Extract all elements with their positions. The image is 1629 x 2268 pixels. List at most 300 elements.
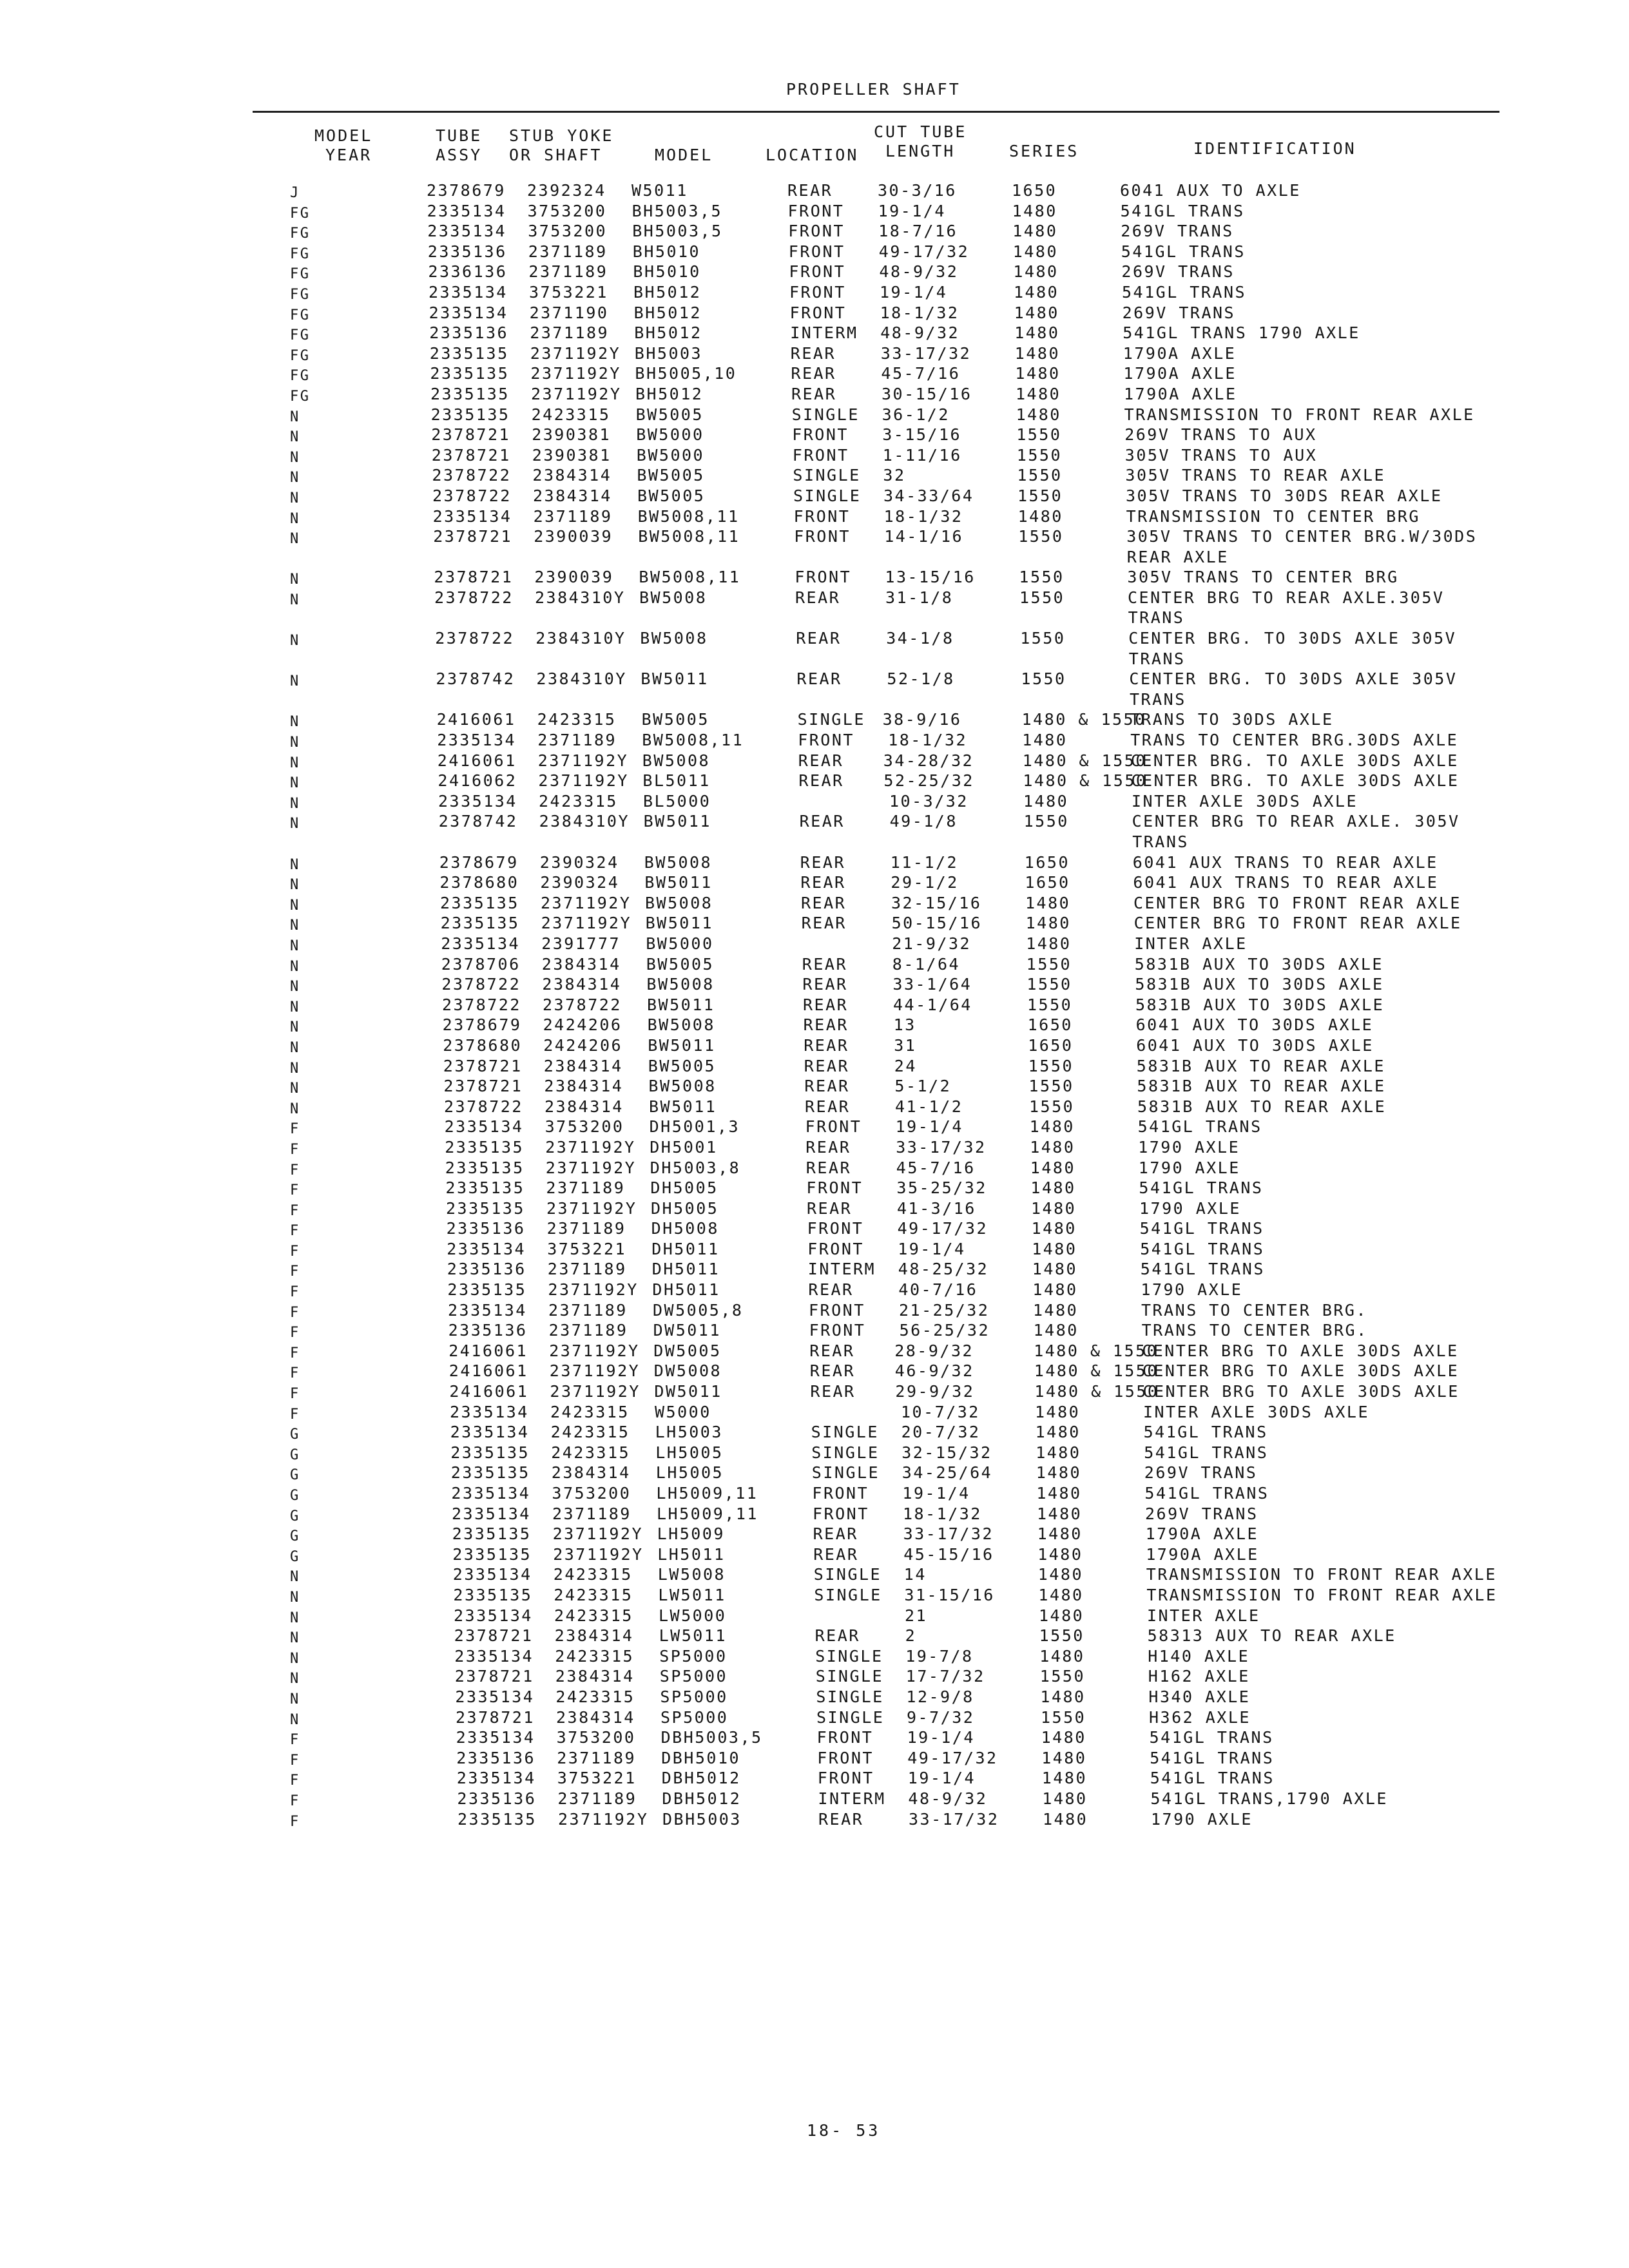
cell-id: 541GL TRANS <box>1122 282 1247 302</box>
cell-id: CENTER BRG TO REAR AXLE. 305V <box>1132 812 1460 831</box>
cell-year: N <box>290 1060 300 1077</box>
cell-year: N <box>290 531 300 548</box>
cell-year: N <box>290 1610 300 1626</box>
table-row <box>0 1036 1629 1057</box>
cell-id: 269V TRANS <box>1122 303 1236 322</box>
table-row <box>0 242 1629 263</box>
cell-year: F <box>290 1304 300 1321</box>
cell-year: N <box>290 714 300 731</box>
cell-len: 41-3/16 <box>897 1198 976 1218</box>
cell-ser: 1480 <box>1042 1789 1088 1808</box>
cell-id: CENTER BRG TO AXLE 30DS AXLE <box>1142 1341 1459 1360</box>
cell-loc: REAR <box>805 1137 851 1157</box>
table-row <box>0 1015 1629 1036</box>
cell-model: BW5005 <box>646 954 715 974</box>
cell-year: N <box>290 979 300 995</box>
cell-len: 18-7/16 <box>878 222 958 241</box>
cell-ser: 1480 <box>1036 1484 1082 1503</box>
page-number: 18- 53 <box>807 2121 881 2140</box>
cell-id: CENTER BRG. TO 30DS AXLE 305V <box>1128 629 1457 648</box>
cell-model: LH5005 <box>655 1443 724 1462</box>
table-row <box>0 873 1629 894</box>
cell-year: FG <box>290 286 311 303</box>
cell-len: 49-17/32 <box>907 1748 998 1767</box>
cell-model: LW5011 <box>658 1585 726 1604</box>
cell-model: BW5011 <box>647 995 715 1014</box>
cell-loc: REAR <box>803 1015 849 1035</box>
cell-model: BW5008 <box>647 1015 715 1035</box>
cell-year: F <box>290 1406 300 1423</box>
cell-stub: 2384314 <box>545 1097 624 1116</box>
table-row <box>0 1117 1629 1138</box>
cell-loc: FRONT <box>789 303 847 322</box>
cell-loc: FRONT <box>787 201 845 220</box>
table-row <box>0 446 1629 466</box>
cell-id: 541GL TRANS <box>1120 201 1245 220</box>
cell-id: 6041 AUX TO 30DS AXLE <box>1135 1015 1374 1035</box>
cell-stub: 2371192Y <box>531 384 622 403</box>
cell-ser: 1480 <box>1039 1646 1085 1666</box>
cell-year: N <box>290 735 300 751</box>
cell-tube: 2378721 <box>443 1077 523 1096</box>
table-row <box>0 995 1629 1016</box>
cell-ser: 1480 <box>1014 282 1059 302</box>
cell-stub: 2371192Y <box>549 1361 641 1381</box>
cell-tube: 2378706 <box>441 954 521 974</box>
cell-model: BW5008,11 <box>638 527 740 546</box>
cell-tube: 2378721 <box>431 425 511 445</box>
cell-loc: REAR <box>798 751 844 770</box>
table-row <box>0 1749 1629 1769</box>
cell-id: 541GL TRANS <box>1137 1117 1262 1137</box>
cell-len: 34-25/64 <box>901 1463 993 1483</box>
cell-len: 31 <box>894 1035 917 1055</box>
cell-loc: INTERM <box>807 1260 876 1279</box>
cell-ser: 1480 <box>1039 1606 1084 1625</box>
cell-loc: SINGLE <box>793 466 861 485</box>
cell-model: DH5003,8 <box>650 1158 741 1177</box>
cell-id: 541GL TRANS <box>1143 1423 1268 1442</box>
cell-tube: 2378721 <box>433 527 513 546</box>
table-row <box>0 1789 1629 1810</box>
cell-year: FG <box>290 245 311 262</box>
cell-ser: 1480 <box>1013 262 1059 282</box>
cell-year: F <box>290 1792 300 1809</box>
cell-id: 6041 AUX TRANS TO REAR AXLE <box>1132 852 1438 872</box>
cell-year: FG <box>290 266 311 283</box>
cell-len: 49-17/32 <box>878 242 970 261</box>
cell-model: DH5008 <box>651 1219 719 1238</box>
cell-ser: 1550 <box>1016 445 1063 465</box>
cell-id: 305V TRANS TO REAR AXLE <box>1125 466 1386 485</box>
header-tube-line2: ASSY <box>436 146 483 164</box>
cell-len: 45-7/16 <box>881 364 961 383</box>
cell-stub: 2384314 <box>544 1077 624 1096</box>
cell-ser: 1480 <box>1033 1321 1079 1340</box>
cell-loc: REAR <box>809 1341 855 1360</box>
cell-id: 5831B AUX TO REAR AXLE <box>1137 1097 1387 1116</box>
cell-id: 5831B AUX TO 30DS AXLE <box>1134 954 1383 974</box>
cell-len: 41-1/2 <box>895 1097 963 1116</box>
cell-ser: 1480 <box>1043 1809 1088 1829</box>
cell-ser: 1550 <box>1027 975 1072 994</box>
cell-tube: 2335136 <box>457 1789 537 1808</box>
cell-model: DH5001 <box>650 1137 718 1157</box>
cell-model: BW5008 <box>642 751 711 770</box>
cell-loc: REAR <box>813 1524 858 1544</box>
cell-id: 269V TRANS <box>1121 262 1235 282</box>
table-row <box>0 222 1629 242</box>
cell-model: BH5003,5 <box>632 222 723 241</box>
cell-loc: SINGLE <box>815 1646 883 1666</box>
cell-model: BH5012 <box>634 323 702 343</box>
cell-stub: 2423315 <box>553 1565 633 1584</box>
cell-len: 40-7/16 <box>898 1280 978 1300</box>
cell-id: TRANSMISSION TO FRONT REAR AXLE <box>1146 1585 1498 1604</box>
cell-ser: 1480 <box>1012 242 1059 261</box>
cell-tube: 2416061 <box>448 1341 528 1360</box>
cell-loc: SINGLE <box>816 1707 885 1727</box>
cell-len: 21-9/32 <box>892 934 972 953</box>
cell-tube: 2335134 <box>432 506 512 526</box>
table-row <box>0 527 1629 548</box>
cell-tube: 2378721 <box>456 1707 535 1727</box>
cell-model: LW5000 <box>659 1606 727 1625</box>
cell-len: 33-1/64 <box>892 975 972 994</box>
cell-id: 269V TRANS TO AUX <box>1124 425 1317 445</box>
cell-stub: 2371189 <box>557 1789 637 1808</box>
cell-model: LH5009,11 <box>656 1484 758 1503</box>
cell-loc: REAR <box>804 1077 850 1096</box>
cell-stub: 2423315 <box>554 1585 633 1604</box>
cell-len: 19-1/4 <box>907 1769 976 1788</box>
cell-loc: REAR <box>805 1097 851 1116</box>
cell-tube: 2416061 <box>448 1361 528 1381</box>
cell-len: 34-33/64 <box>883 486 974 505</box>
cell-id: 305V TRANS TO 30DS REAR AXLE <box>1126 486 1443 505</box>
cell-stub: 2423315 <box>554 1606 633 1625</box>
cell-model: LH5011 <box>657 1544 726 1564</box>
table-row <box>0 1647 1629 1667</box>
cell-id: 269V TRANS <box>1121 222 1234 241</box>
cell-stub: 2371189 <box>552 1504 631 1523</box>
cell-tube: 2335134 <box>454 1606 533 1625</box>
cell-model: BW5008,11 <box>642 731 744 750</box>
cell-ser: 1480 <box>1041 1769 1088 1788</box>
table-row <box>0 1321 1629 1341</box>
cell-year: FG <box>290 388 311 405</box>
cell-tube: 2335134 <box>444 1117 524 1137</box>
cell-model: BH5010 <box>632 242 701 261</box>
cell-tube: 2378742 <box>438 812 518 831</box>
cell-tube: 2335136 <box>446 1219 526 1238</box>
cell-loc: FRONT <box>817 1748 874 1767</box>
cell-model: BW5011 <box>641 669 709 689</box>
cell-id: CENTER BRG. TO AXLE 30DS AXLE <box>1131 771 1460 791</box>
cell-loc: REAR <box>796 629 842 648</box>
cell-ser: 1480 <box>1041 1748 1087 1767</box>
cell-loc: SINGLE <box>811 1443 880 1462</box>
table-row <box>0 1341 1629 1362</box>
cell-ser: 1480 <box>1015 364 1061 383</box>
cell-tube: 2378680 <box>439 873 519 892</box>
cell-loc: REAR <box>808 1280 854 1300</box>
table-row <box>0 771 1629 792</box>
cell-year: N <box>290 1589 300 1606</box>
cell-loc: SINGLE <box>797 710 865 729</box>
cell-loc: FRONT <box>806 1178 863 1198</box>
cell-tube: 2335134 <box>429 282 508 302</box>
cell-tube: 2335134 <box>441 934 521 953</box>
cell-ser: 1480 <box>1035 1402 1081 1421</box>
cell-id: INTER AXLE 30DS AXLE <box>1132 791 1358 811</box>
cell-len: 36-1/2 <box>882 405 950 424</box>
cell-year: N <box>290 1081 300 1097</box>
cell-ser: 1550 <box>1023 812 1069 831</box>
cell-id: 1790 AXLE <box>1139 1198 1241 1218</box>
cell-len: 8-1/64 <box>892 954 961 974</box>
cell-loc: FRONT <box>792 425 849 445</box>
cell-tube: 2378721 <box>454 1626 534 1646</box>
cell-tube: 2378721 <box>443 1056 523 1075</box>
cell-model: DW5005 <box>653 1341 722 1360</box>
header-cut-tube-line2: LENGTH <box>885 142 956 160</box>
cell-model: BW5008 <box>644 852 713 872</box>
cell-tube: 2335135 <box>450 1463 530 1483</box>
table-row <box>0 262 1629 283</box>
cell-ser: 1480 <box>1025 893 1071 912</box>
cell-tube: 2378679 <box>442 1015 522 1035</box>
cell-loc: INTERM <box>790 323 858 343</box>
cell-loc: REAR <box>815 1626 860 1646</box>
cell-year: N <box>290 775 300 792</box>
cell-len: 18-1/32 <box>903 1504 982 1523</box>
cell-stub: 3753200 <box>545 1117 624 1137</box>
table-row <box>0 466 1629 486</box>
cell-model: BW5005 <box>637 466 705 485</box>
cell-model: W5000 <box>655 1402 711 1421</box>
cell-loc: FRONT <box>805 1117 862 1137</box>
cell-stub: 2384314 <box>551 1463 631 1483</box>
header-location: LOCATION <box>766 146 859 164</box>
cell-loc: FRONT <box>788 242 845 261</box>
cell-tube: 2378722 <box>435 629 515 648</box>
table-row <box>0 1403 1629 1423</box>
cell-stub: 2371192Y <box>530 343 621 363</box>
cell-year: F <box>290 1202 300 1219</box>
cell-id: INTER AXLE 30DS AXLE <box>1143 1402 1370 1421</box>
cell-year: F <box>290 1325 300 1341</box>
cell-id: H162 AXLE <box>1148 1667 1250 1686</box>
cell-ser: 1480 & 1550 <box>1034 1341 1159 1360</box>
cell-len: 30-15/16 <box>882 384 972 403</box>
table-row <box>0 425 1629 446</box>
cell-loc: FRONT <box>792 445 849 465</box>
cell-year: J <box>290 185 300 201</box>
cell-stub: 3753221 <box>557 1769 637 1788</box>
cell-model: BW5011 <box>643 812 711 831</box>
cell-stub: 2390324 <box>539 852 619 872</box>
cell-model: BL5011 <box>642 771 711 791</box>
cell-stub: 2390381 <box>532 425 612 445</box>
cell-tube: 2335135 <box>452 1544 532 1564</box>
cell-len: 18-1/32 <box>883 506 963 526</box>
cell-model: SP5000 <box>660 1707 729 1727</box>
cell-stub: 3753221 <box>547 1239 627 1258</box>
cell-id: 541GL TRANS <box>1149 1728 1274 1747</box>
cell-year: N <box>290 918 300 934</box>
cell-model: DW5008 <box>653 1361 722 1381</box>
cell-len: 19-1/4 <box>880 282 948 302</box>
cell-year: F <box>290 1773 300 1789</box>
cell-ser: 1550 <box>1017 466 1063 485</box>
cell-ser: 1480 <box>1040 1687 1086 1706</box>
cell-id: 5831B AUX TO 30DS AXLE <box>1135 995 1385 1014</box>
table-row <box>0 486 1629 507</box>
cell-tube: 2335134 <box>427 201 506 220</box>
cell-stub: 2371189 <box>530 323 610 343</box>
cell-id: 541GL TRANS <box>1150 1769 1275 1788</box>
cell-stub: 2371192Y <box>530 364 621 383</box>
cell-len: 19-7/8 <box>905 1646 974 1666</box>
cell-model: BW5011 <box>645 914 713 933</box>
cell-model: SP5000 <box>660 1687 728 1706</box>
cell-stub: 2391777 <box>541 934 621 953</box>
cell-model: BH5003 <box>634 343 703 363</box>
cell-tube: 2335135 <box>445 1137 525 1157</box>
table-row <box>0 1260 1629 1280</box>
cell-stub: 3753200 <box>527 201 607 220</box>
table-row <box>0 1138 1629 1158</box>
cell-tube: 2335136 <box>456 1748 536 1767</box>
cell-ser: 1650 <box>1012 181 1057 200</box>
cell-stub: 2378722 <box>543 995 622 1014</box>
cell-len: 52-25/32 <box>883 771 974 791</box>
cell-stub: 2371192Y <box>545 1158 637 1177</box>
cell-tube: 2416062 <box>438 771 517 791</box>
table-row <box>0 1626 1629 1647</box>
cell-id: TRANS TO CENTER BRG. <box>1141 1321 1368 1340</box>
table-row <box>0 1728 1629 1749</box>
cell-ser: 1550 <box>1020 629 1066 648</box>
cell-year: N <box>290 449 300 466</box>
cell-tube: 2335135 <box>430 364 510 383</box>
cell-year: F <box>290 1365 300 1382</box>
cell-ser: 1550 <box>1019 568 1065 587</box>
cell-stub: 2371189 <box>546 1178 626 1198</box>
cell-loc: SINGLE <box>814 1585 882 1604</box>
cell-year: FG <box>290 307 311 323</box>
cell-tube: 2335134 <box>454 1646 534 1666</box>
cell-year: F <box>290 1732 300 1749</box>
cell-model: BW5008 <box>645 893 713 912</box>
cell-id: 5831B AUX TO REAR AXLE <box>1136 1056 1385 1075</box>
table-row <box>0 548 1629 568</box>
cell-tube: 2335135 <box>453 1585 533 1604</box>
cell-model: LW5008 <box>657 1565 726 1584</box>
cell-stub: 3753200 <box>528 222 608 241</box>
cell-tube: 2335135 <box>445 1158 525 1177</box>
cell-ser: 1480 <box>1012 222 1058 241</box>
table-row <box>0 1810 1629 1831</box>
cell-loc: SINGLE <box>793 486 862 505</box>
cell-year: FG <box>290 226 311 242</box>
cell-year: G <box>290 1548 300 1565</box>
cell-tube: 2335134 <box>438 791 517 811</box>
cell-model: DW5005,8 <box>653 1300 744 1320</box>
cell-year: N <box>290 510 300 527</box>
cell-id: TRANSMISSION TO FRONT REAR AXLE <box>1146 1565 1497 1584</box>
cell-tube: 2378721 <box>431 445 511 465</box>
cell-model: LH5009,11 <box>657 1504 758 1523</box>
cell-loc: REAR <box>802 954 848 974</box>
cell-stub: 3753200 <box>556 1728 636 1747</box>
table-row <box>0 832 1629 853</box>
cell-id: 269V TRANS <box>1144 1463 1258 1483</box>
table-row <box>0 1077 1629 1097</box>
cell-year: FG <box>290 347 311 364</box>
cell-loc: SINGLE <box>811 1463 880 1483</box>
cell-stub: 2424206 <box>543 1015 622 1035</box>
cell-loc: FRONT <box>793 506 851 526</box>
cell-stub: 2371189 <box>557 1748 637 1767</box>
cell-id: 541GL TRANS,1790 AXLE <box>1150 1789 1388 1808</box>
cell-year: N <box>290 999 300 1015</box>
cell-loc: FRONT <box>812 1484 869 1503</box>
cell-year: N <box>290 856 300 873</box>
cell-ser: 1550 <box>1018 527 1064 546</box>
cell-ser: 1480 <box>1038 1585 1084 1604</box>
cell-loc: REAR <box>791 384 837 403</box>
cell-loc: REAR <box>787 181 833 200</box>
cell-tube: 2336136 <box>428 262 508 282</box>
cell-tube: 2416061 <box>437 751 517 770</box>
cell-year: N <box>290 1671 300 1687</box>
cell-model: BH5005,10 <box>635 364 737 383</box>
header-model: MODEL <box>655 146 713 164</box>
cell-id: TRANSMISSION TO FRONT REAR AXLE <box>1124 405 1475 424</box>
cell-id: 5831B AUX TO 30DS AXLE <box>1135 975 1384 994</box>
cell-len: 10-7/32 <box>901 1402 980 1421</box>
cell-stub: 2423315 <box>550 1402 630 1421</box>
table-row <box>0 792 1629 812</box>
cell-model: DBH5003 <box>662 1809 742 1829</box>
cell-id: CENTER BRG TO AXLE 30DS AXLE <box>1142 1361 1460 1381</box>
cell-len: 48-9/32 <box>880 323 960 343</box>
cell-ser: 1480 <box>1016 405 1061 424</box>
table-row <box>0 934 1629 955</box>
cell-loc: FRONT <box>798 731 854 750</box>
cell-ser: 1550 <box>1029 1097 1075 1116</box>
cell-len: 19-1/4 <box>898 1239 966 1258</box>
cell-ser: 1480 <box>1014 303 1059 322</box>
cell-loc: FRONT <box>809 1321 866 1340</box>
cell-tube: 2378742 <box>436 669 516 689</box>
cell-loc: SINGLE <box>815 1667 884 1686</box>
cell-stub: 2371189 <box>537 731 617 750</box>
cell-tube: 2378722 <box>432 466 512 485</box>
cell-model: LH5009 <box>657 1524 725 1544</box>
cell-id: TRANS <box>1130 689 1186 709</box>
cell-ser: 1480 & 1550 <box>1034 1382 1159 1401</box>
cell-year: F <box>290 1386 300 1403</box>
cell-ser: 1650 <box>1027 1015 1073 1035</box>
cell-year: F <box>290 1752 300 1769</box>
cell-id: 305V TRANS TO CENTER BRG <box>1127 568 1399 587</box>
table-row <box>0 1199 1629 1220</box>
cell-loc: FRONT <box>794 527 851 546</box>
cell-tube: 2378722 <box>434 588 514 607</box>
